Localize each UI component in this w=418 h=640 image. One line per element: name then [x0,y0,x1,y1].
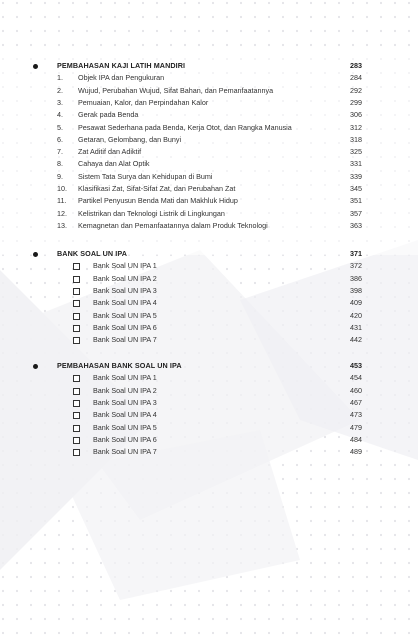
section-heading: PEMBAHASAN KAJI LATIH MANDIRI [57,61,186,70]
toc-subentry[interactable] [0,372,418,384]
bullet-icon [33,252,38,257]
toc-subentry[interactable] [0,297,418,309]
toc-entry[interactable] [0,122,418,134]
subentry-title: Bank Soal UN IPA 4 [93,298,157,308]
checkbox-icon [73,437,80,444]
toc-subentry[interactable] [0,273,418,285]
subentry-title: Bank Soal UN IPA 3 [93,285,157,295]
toc-subentry[interactable] [0,397,418,409]
toc-entry[interactable] [0,171,418,183]
entry-page-number: 306 [350,110,362,120]
toc-subentry[interactable] [0,260,418,272]
entry-page-number: 345 [350,184,362,193]
entry-number: 10. [57,184,67,193]
entry-number: 8. [57,159,63,169]
section-page-number: 453 [350,361,362,370]
entry-page-number: 331 [350,159,362,169]
subentry-page-number: 467 [350,397,362,407]
entry-title: Partikel Penyusun Benda Mati dan Makhluk Hidup [78,196,238,206]
entry-number: 7. [57,147,63,157]
toc-subentry[interactable] [0,446,418,458]
section-heading-row[interactable] [0,60,418,72]
toc-entry[interactable] [0,109,418,121]
subentry-title: Bank Soal UN IPA 7 [93,335,157,345]
entry-number: 12. [57,208,67,218]
section-heading-row[interactable] [0,360,418,372]
toc-entry[interactable] [0,195,418,207]
entry-title: Sistem Tata Surya dan Kehidupan di Bumi [78,171,213,181]
entry-title: Objek IPA dan Pengukuran [78,73,165,83]
section-heading: BANK SOAL UN IPA [57,249,128,258]
section-heading: PEMBAHASAN BANK SOAL UN IPA [57,361,182,370]
entry-number: 2. [57,85,63,95]
subentry-page-number: 431 [350,322,362,332]
entry-title: Cahaya dan Alat Optik [78,159,150,169]
subentry-page-number: 386 [350,273,362,283]
entry-page-number: 284 [350,73,362,83]
entry-page-number: 299 [350,97,362,107]
entry-page-number: 325 [350,147,362,157]
checkbox-icon [73,313,80,320]
checkbox-icon [73,388,80,395]
subentry-title: Bank Soal UN IPA 4 [93,410,157,420]
subentry-page-number: 420 [350,310,362,320]
subentry-page-number: 372 [350,261,362,271]
checkbox-icon [73,412,80,419]
toc-subentry[interactable] [0,334,418,346]
checkbox-icon [73,300,80,307]
section-heading-row[interactable] [0,248,418,260]
checkbox-icon [73,325,80,332]
toc-entry[interactable] [0,72,418,84]
toc-entry[interactable] [0,97,418,109]
entry-title: Getaran, Gelombang, dan Bunyi [78,134,182,144]
subentry-page-number: 398 [350,285,362,295]
subentry-title: Bank Soal UN IPA 3 [93,397,157,407]
entry-number: 1. [57,73,63,83]
toc-entry[interactable] [0,183,418,195]
subentry-page-number: 454 [350,373,362,383]
checkbox-icon [73,263,80,270]
subentry-title: Bank Soal UN IPA 2 [93,273,157,283]
entry-number: 11. [57,196,67,206]
entry-page-number: 318 [350,134,362,144]
bullet-icon [33,64,38,69]
entry-page-number: 351 [350,196,362,206]
checkbox-icon [73,449,80,456]
subentry-page-number: 442 [350,335,362,345]
entry-page-number: 292 [350,85,362,95]
subentry-title: Bank Soal UN IPA 2 [93,385,157,395]
subentry-page-number: 479 [350,422,362,432]
subentry-page-number: 489 [350,447,362,457]
entry-number: 5. [57,122,63,132]
entry-page-number: 312 [350,122,362,132]
entry-number: 3. [57,97,63,107]
entry-title: Klasifikasi Zat, Sifat-Sifat Zat, dan Perubahan Zat [78,184,236,193]
checkbox-icon [73,337,80,344]
entry-number: 4. [57,110,63,120]
bullet-icon [33,364,38,369]
toc-subentry[interactable] [0,409,418,421]
section-page-number: 283 [350,61,362,70]
toc-entry[interactable] [0,146,418,158]
toc-entry[interactable] [0,134,418,146]
entry-page-number: 363 [350,220,362,230]
subentry-page-number: 460 [350,385,362,395]
toc-subentry[interactable] [0,422,418,434]
entry-title: Pemuaian, Kalor, dan Perpindahan Kalor [78,97,209,107]
subentry-page-number: 473 [350,410,362,420]
subentry-page-number: 484 [350,434,362,444]
subentry-title: Bank Soal UN IPA 7 [93,447,157,457]
entry-title: Kelistrikan dan Teknologi Listrik di Lingkungan [78,208,225,218]
subentry-title: Bank Soal UN IPA 6 [93,434,157,444]
entry-page-number: 339 [350,171,362,181]
toc-subentry[interactable] [0,434,418,446]
entry-title: Zat Aditif dan Adiktif [78,147,142,157]
subentry-title: Bank Soal UN IPA 1 [93,261,157,271]
entry-title: Wujud, Perubahan Wujud, Sifat Bahan, dan Pemanfaatannya [78,85,274,95]
toc-entry[interactable] [0,208,418,220]
subentry-title: Bank Soal UN IPA 1 [93,373,157,383]
entry-title: Gerak pada Benda [78,110,139,120]
checkbox-icon [73,400,80,407]
toc-entry[interactable] [0,158,418,170]
checkbox-icon [73,425,80,432]
toc-subentry[interactable] [0,322,418,334]
entry-title: Kemagnetan dan Pemanfaatannya dalam Produk Teknologi [78,220,268,230]
subentry-page-number: 409 [350,298,362,308]
toc-entry[interactable] [0,85,418,97]
subentry-title: Bank Soal UN IPA 5 [93,310,157,320]
entry-number: 9. [57,171,63,181]
entry-number: 13. [57,220,67,230]
entry-number: 6. [57,134,63,144]
section-page-number: 371 [350,249,362,258]
toc-subentry[interactable] [0,310,418,322]
checkbox-icon [73,276,80,283]
entry-title: Pesawat Sederhana pada Benda, Kerja Otot, dan Rangka Manusia [78,122,292,132]
toc-subentry[interactable] [0,385,418,397]
subentry-title: Bank Soal UN IPA 5 [93,422,157,432]
subentry-title: Bank Soal UN IPA 6 [93,322,157,332]
toc-subentry[interactable] [0,285,418,297]
checkbox-icon [73,288,80,295]
checkbox-icon [73,375,80,382]
toc-entry[interactable] [0,220,418,232]
entry-page-number: 357 [350,208,362,218]
